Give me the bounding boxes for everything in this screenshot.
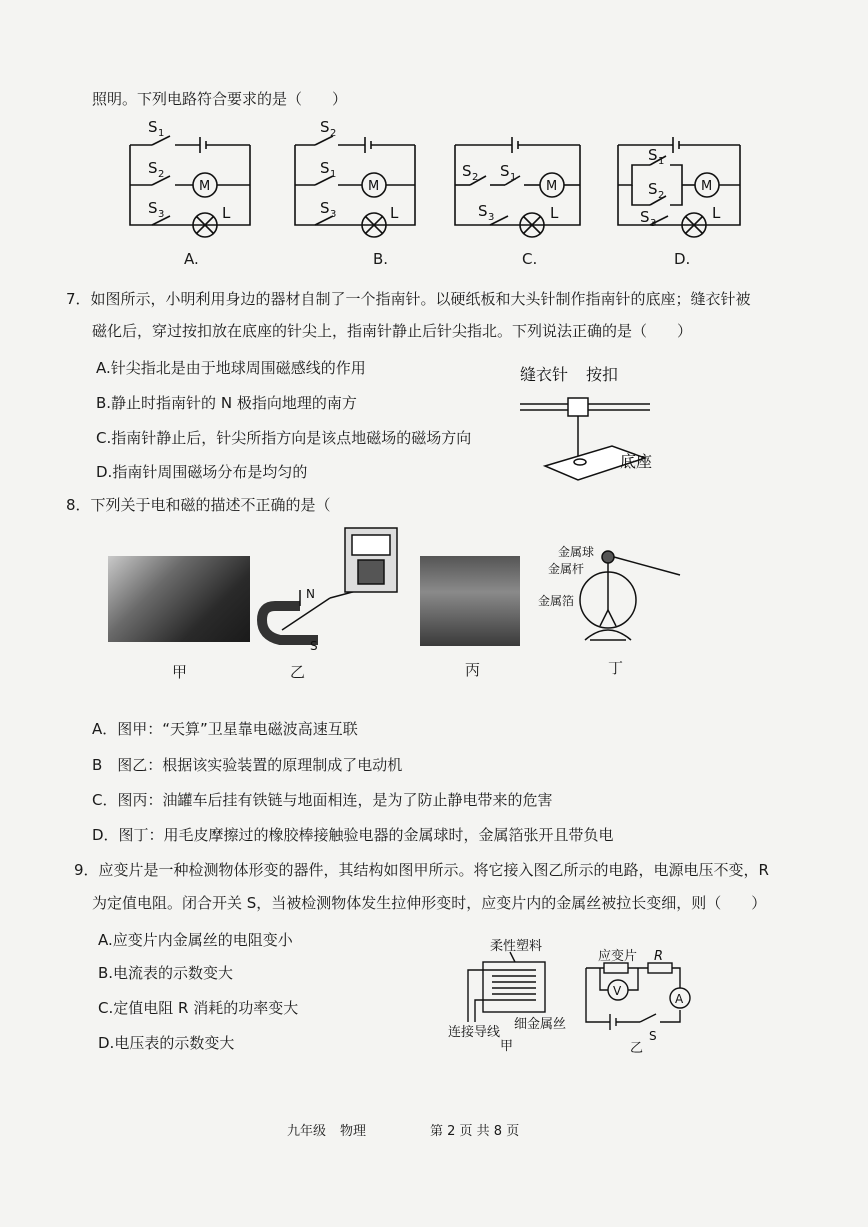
svg-text:1: 1 bbox=[158, 128, 165, 139]
svg-text:连接导线: 连接导线 bbox=[448, 1025, 501, 1040]
q8-option-c: C．图丙：油罐车后挂有铁链与地面相连，是为了防止静电带来的危害 bbox=[92, 791, 553, 809]
q9-option-a: A.应变片内金属丝的电阻变小 bbox=[98, 931, 293, 949]
svg-text:S: S bbox=[462, 162, 472, 180]
q9-option-b: B.电流表的示数变大 bbox=[98, 964, 234, 982]
q8-option-d: D．图丁：用毛皮摩擦过的橡胶棒接触验电器的金属球时，金属箔张开且带负电 bbox=[92, 826, 614, 844]
svg-text:L: L bbox=[222, 204, 231, 222]
footer-subject: 物理 bbox=[340, 1124, 367, 1139]
svg-text:缝衣针: 缝衣针 bbox=[520, 365, 569, 384]
svg-text:M: M bbox=[546, 179, 558, 194]
svg-text:L: L bbox=[712, 204, 721, 222]
q9-option-d: D.电压表的示数变大 bbox=[98, 1034, 235, 1052]
svg-text:3: 3 bbox=[650, 218, 657, 229]
svg-text:S: S bbox=[478, 202, 488, 220]
svg-text:M: M bbox=[199, 179, 211, 194]
footer-grade: 九年级 bbox=[287, 1124, 327, 1139]
q6-option-b: B. bbox=[373, 250, 389, 268]
svg-text:乙: 乙 bbox=[630, 1041, 644, 1056]
svg-text:S: S bbox=[500, 162, 510, 180]
svg-text:L: L bbox=[550, 204, 559, 222]
svg-text:S: S bbox=[649, 1029, 657, 1043]
svg-text:金属箔: 金属箔 bbox=[538, 594, 575, 608]
q7-option-a: A.针尖指北是由于地球周围磁感线的作用 bbox=[96, 359, 366, 377]
svg-text:S: S bbox=[148, 199, 158, 217]
q8-caption-yi: 乙 bbox=[290, 663, 306, 681]
svg-text:S: S bbox=[640, 208, 650, 226]
q7-stem-line2: 磁化后，穿过按扣放在底座的针尖上，指南针静止后针尖指北。下列说法正确的是（ ） bbox=[92, 322, 693, 340]
q8-option-a: A．图甲：“天算”卫星靠电磁波高速互联 bbox=[92, 720, 358, 738]
q6-stem: 照明。下列电路符合要求的是（ ） bbox=[92, 90, 348, 108]
q7-option-b: B.静止时指南针的 N 极指向地理的南方 bbox=[96, 394, 357, 412]
svg-text:S: S bbox=[148, 118, 158, 136]
q8-caption-ding: 丁 bbox=[608, 659, 624, 677]
q9-option-c: C.定值电阻 R 消耗的功率变大 bbox=[98, 999, 299, 1017]
q7-stem-line1: 7．如图所示，小明利用身边的器材自制了一个指南针。以硬纸板和大头针制作指南针的底座；缝衣针被 bbox=[66, 290, 751, 308]
svg-text:R: R bbox=[654, 949, 664, 964]
svg-text:M: M bbox=[701, 179, 713, 194]
svg-text:细金属丝: 细金属丝 bbox=[514, 1017, 567, 1032]
svg-text:M: M bbox=[368, 179, 380, 194]
q6-option-d: D. bbox=[674, 250, 691, 268]
svg-text:柔性塑料: 柔性塑料 bbox=[490, 939, 543, 954]
svg-text:金属杆: 金属杆 bbox=[548, 562, 585, 576]
svg-text:2: 2 bbox=[330, 128, 337, 139]
svg-text:1: 1 bbox=[330, 169, 337, 180]
svg-text:2: 2 bbox=[158, 169, 165, 180]
svg-text:S: S bbox=[320, 118, 330, 136]
svg-text:1: 1 bbox=[658, 156, 665, 167]
svg-text:按扣: 按扣 bbox=[586, 365, 619, 384]
svg-text:1: 1 bbox=[510, 172, 517, 183]
svg-text:底座: 底座 bbox=[620, 452, 653, 471]
svg-text:2: 2 bbox=[658, 190, 665, 201]
svg-text:S: S bbox=[648, 180, 658, 198]
q8-stem: 8．下列关于电和磁的描述不正确的是（ bbox=[66, 496, 331, 514]
q6-option-a: A. bbox=[184, 250, 199, 268]
svg-text:3: 3 bbox=[158, 209, 165, 220]
q9-stem-line1: 9．应变片是一种检测物体形变的器件，其结构如图甲所示。将它接入图乙所示的电路，电源电压不变，R bbox=[74, 861, 769, 879]
svg-text:S: S bbox=[320, 159, 330, 177]
footer-page-number: 第 2 页 共 8 页 bbox=[430, 1124, 520, 1139]
svg-text:3: 3 bbox=[330, 209, 337, 220]
q9-stem-line2: 为定值电阻。闭合开关 S，当被检测物体发生拉伸形变时，应变片内的金属丝被拉长变细，则（ ） bbox=[92, 894, 767, 912]
svg-text:3: 3 bbox=[488, 212, 495, 223]
svg-text:S: S bbox=[320, 199, 330, 217]
svg-text:应变片: 应变片 bbox=[598, 949, 638, 964]
svg-text:V: V bbox=[613, 984, 622, 998]
svg-text:甲: 甲 bbox=[500, 1039, 514, 1054]
q8-caption-bing: 丙 bbox=[465, 661, 481, 679]
q8-caption-jia: 甲 bbox=[172, 663, 188, 681]
svg-text:A: A bbox=[675, 992, 684, 1006]
q7-option-c: C.指南针静止后，针尖所指方向是该点地磁场的磁场方向 bbox=[96, 429, 472, 447]
q6-option-c: C. bbox=[522, 250, 538, 268]
svg-text:金属球: 金属球 bbox=[558, 545, 595, 559]
svg-text:L: L bbox=[390, 204, 399, 222]
q7-option-d: D.指南针周围磁场分布是均匀的 bbox=[96, 463, 308, 481]
svg-text:N: N bbox=[306, 587, 315, 601]
svg-text:S: S bbox=[648, 146, 658, 164]
q8-option-b: B 图乙：根据该实验装置的原理制成了电动机 bbox=[92, 756, 403, 774]
svg-text:2: 2 bbox=[472, 172, 479, 183]
svg-text:S: S bbox=[148, 159, 158, 177]
svg-text:S: S bbox=[310, 639, 318, 653]
